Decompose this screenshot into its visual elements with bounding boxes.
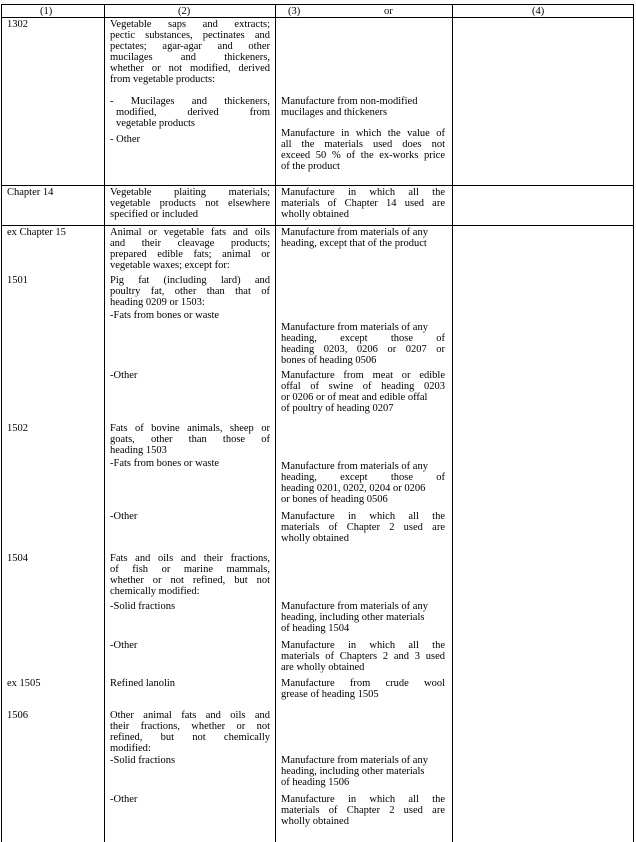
working-rule: Manufacture in which all the materials of Chapter 2 used are wholly obtained bbox=[281, 511, 445, 544]
heading-description: Other animal fats and oils and their fractions, whether or not refined, but not chemically modified: bbox=[110, 710, 270, 754]
heading-code: 1506 bbox=[7, 710, 28, 721]
header-col-2: (2) bbox=[178, 6, 191, 17]
column-divider-1 bbox=[104, 4, 105, 842]
working-rule: Manufacture from crude wool grease of heading 1505 bbox=[281, 678, 445, 700]
sub-description: -Other bbox=[110, 511, 138, 522]
column-divider-3 bbox=[452, 4, 453, 842]
sub-description: -Solid fractions bbox=[110, 601, 176, 612]
heading-description: Fats of bovine animals, sheep or goats, other than those of heading 1503 bbox=[110, 423, 270, 456]
sub-description: -Other bbox=[110, 640, 138, 651]
sub-description: -Fats from bones or waste bbox=[110, 310, 220, 321]
heading-description: Animal or vegetable fats and oils and their cleavage products; prepared edible fats; animal or vegetable waxes; except for: bbox=[110, 227, 270, 271]
heading-description: Pig fat (including lard) and poultry fat, other than that of heading 0209 or 1503: bbox=[110, 275, 270, 308]
heading-code: 1502 bbox=[7, 423, 28, 434]
heading-description: Refined lanolin bbox=[110, 678, 176, 689]
heading-code: Chapter 14 bbox=[7, 187, 54, 198]
heading-code: 1302 bbox=[7, 19, 28, 30]
row-divider bbox=[1, 225, 633, 226]
header-col-4: (4) bbox=[532, 6, 545, 17]
sub-description: - Mucilages and thickeners, modified, derived from vegetable products bbox=[110, 96, 270, 129]
working-rule: Manufacture from non-modified mucilages and thickeners bbox=[281, 96, 418, 118]
sub-description: -Other bbox=[110, 794, 138, 805]
heading-description: Fats and oils and their fractions, of fish or marine mammals, whether or not refined, but not chemically modified: bbox=[110, 553, 270, 597]
working-rule: Manufacture from meat or edible offal of swine of heading 0203 or 0206 or of meat and edible offal of poultry of heading 0207 bbox=[281, 370, 445, 414]
header-col-3: (3) bbox=[288, 6, 301, 17]
sub-description: -Other bbox=[110, 370, 138, 381]
working-rule: Manufacture from materials of any heading, including other materials of heading 1504 bbox=[281, 601, 428, 634]
header-col-3-or: or bbox=[384, 6, 393, 17]
working-rule: Manufacture in which all the materials of Chapters 2 and 3 used are wholly obtained bbox=[281, 640, 445, 673]
sub-description: - Other bbox=[110, 134, 141, 145]
heading-code: ex 1505 bbox=[7, 678, 41, 689]
header-col-1: (1) bbox=[40, 6, 53, 17]
heading-code: ex Chapter 15 bbox=[7, 227, 66, 238]
working-rule: Manufacture from materials of any heading, except that of the product bbox=[281, 227, 428, 249]
working-rule: Manufacture from materials of any heading, except those of heading 0201, 0202, 0204 or 0206 or bones of heading 0506 bbox=[281, 461, 445, 505]
column-divider-2 bbox=[275, 4, 276, 842]
sub-description: -Solid fractions bbox=[110, 755, 176, 766]
working-rule: Manufacture from materials of any heading, including other materials of heading 1506 bbox=[281, 755, 428, 788]
heading-description: Vegetable saps and extracts; pectic substances, pectinates and pectates; agar-agar and other mucilages and thickeners, whether or not modified, derived from vegetable products: bbox=[110, 19, 270, 85]
sub-description: -Fats from bones or waste bbox=[110, 458, 220, 469]
row-divider bbox=[1, 185, 633, 186]
working-rule: Manufacture in which all the materials of Chapter 2 used are wholly obtained bbox=[281, 794, 445, 827]
heading-code: 1504 bbox=[7, 553, 28, 564]
working-rule: Manufacture in which the value of all the materials used does not exceed 50 % of the ex-works price of the product bbox=[281, 128, 445, 172]
working-rule: Manufacture in which all the materials of Chapter 14 used are wholly obtained bbox=[281, 187, 445, 220]
heading-description: Vegetable plaiting materials; vegetable products not elsewhere specified or included bbox=[110, 187, 270, 220]
table-top-border bbox=[1, 4, 633, 5]
heading-code: 1501 bbox=[7, 275, 28, 286]
header-bottom-border bbox=[1, 17, 633, 18]
working-rule: Manufacture from materials of any heading, except those of heading 0203, 0206 or 0207 or bones of heading 0506 bbox=[281, 322, 445, 366]
